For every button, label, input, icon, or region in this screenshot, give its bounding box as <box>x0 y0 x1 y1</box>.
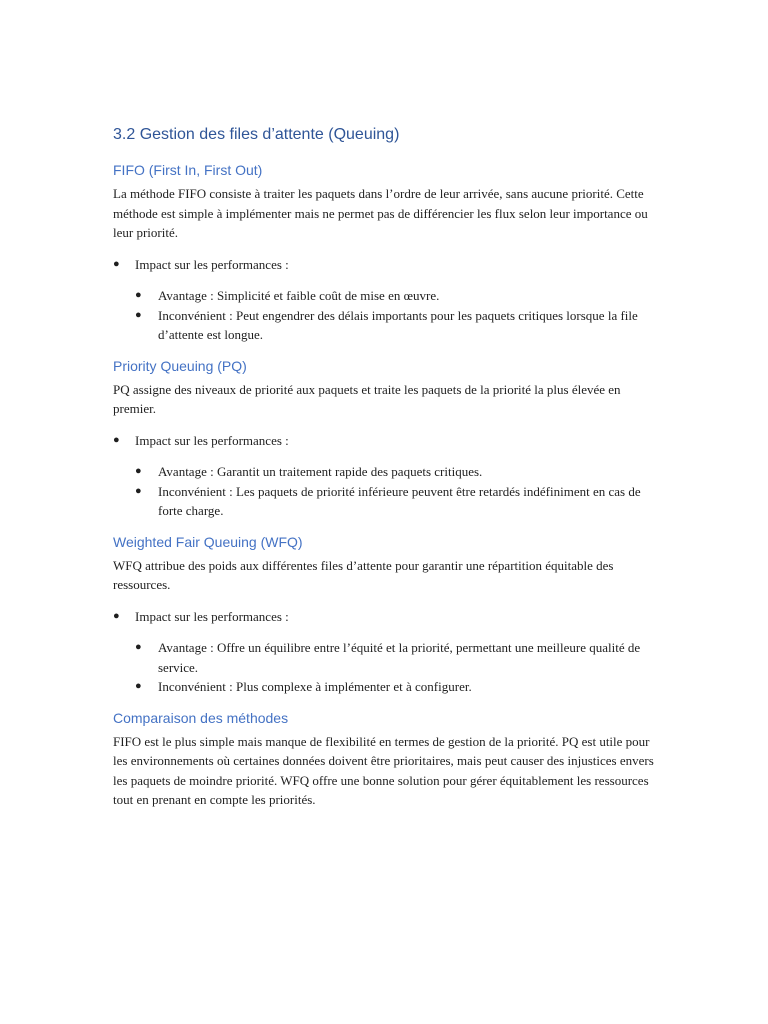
heading-wfq: Weighted Fair Queuing (WFQ) <box>113 533 303 550</box>
list-item <box>113 306 658 345</box>
section-title: 3.2 Gestion des files d’attente (Queuing) <box>113 126 400 143</box>
sub-bullet-list <box>113 638 658 697</box>
paragraph-pq: PQ assigne des niveaux de priorité aux paquets et traite les paquets de la priorité la plus élevée en premier. <box>113 381 621 416</box>
list-item <box>113 482 658 521</box>
heading-pq: Priority Queuing (PQ) <box>113 357 247 374</box>
impact-label: Impact sur les performances : <box>135 432 289 448</box>
list-item <box>113 462 658 482</box>
paragraph-wfq: WFQ attribue des poids aux différentes files d’attente pour garantir une répartition équitable des ressources. <box>113 557 614 592</box>
heading-comparison: Comparaison des méthodes <box>113 709 289 726</box>
section-comparison <box>113 708 658 810</box>
bullet-icon: ● <box>135 308 142 321</box>
document-content <box>113 124 658 821</box>
heading-fifo: FIFO (First In, First Out) <box>113 162 263 178</box>
bullet-icon: ● <box>113 257 120 270</box>
impact-label: Impact sur les performances : <box>135 256 289 272</box>
sub-bullet-list <box>113 462 658 521</box>
section-wfq <box>113 532 658 697</box>
bullet-list <box>113 255 658 275</box>
list-item <box>113 255 658 275</box>
impact-label: Impact sur les performances : <box>135 608 289 624</box>
list-item <box>113 286 658 306</box>
disadvantage-text: Inconvénient : Plus complexe à implémenter et à configurer. <box>158 679 472 694</box>
list-item <box>113 607 658 627</box>
advantage-text: Avantage : Offre un équilibre entre l’équité et la priorité, permettant une meilleure qualité de service. <box>158 640 641 675</box>
bullet-list <box>113 431 658 451</box>
advantage-text: Avantage : Simplicité et faible coût de mise en œuvre. <box>158 288 440 303</box>
paragraph-comparison: FIFO est le plus simple mais manque de flexibilité en termes de gestion de la priorité. PQ est utile pour les environnements où certaines données doivent être prioritaires, mais peut causer des injustices envers les paquets de moindre priorité. WFQ offre une bonne solution pour gérer équitablement les ressources tout en prenant en compte les priorités. <box>113 733 654 807</box>
section-fifo <box>113 160 658 345</box>
disadvantage-text: Inconvénient : Peut engendrer des délais importants pour les paquets critiques lorsque la file d’attente est longue. <box>158 307 638 342</box>
paragraph-fifo: La méthode FIFO consiste à traiter les paquets dans l’ordre de leur arrivée, sans aucune priorité. Cette méthode est simple à implémenter mais ne permet pas de différencier les flux selon leur importance ou leur priorité. <box>113 186 648 240</box>
bullet-icon: ● <box>135 289 142 301</box>
bullet-list <box>113 607 658 627</box>
section-pq <box>113 356 658 521</box>
sub-bullet-list <box>113 286 658 345</box>
list-item <box>113 638 658 677</box>
bullet-icon: ● <box>135 465 142 477</box>
list-item <box>113 431 658 451</box>
bullet-icon: ● <box>113 433 120 446</box>
bullet-icon: ● <box>135 641 142 653</box>
disadvantage-text: Inconvénient : Les paquets de priorité inférieure peuvent être retardés indéfiniment en cas de forte charge. <box>158 483 641 518</box>
advantage-text: Avantage : Garantit un traitement rapide des paquets critiques. <box>158 464 483 479</box>
bullet-icon: ● <box>135 680 142 692</box>
list-item <box>113 677 658 697</box>
bullet-icon: ● <box>113 609 120 622</box>
bullet-icon: ● <box>135 484 142 497</box>
